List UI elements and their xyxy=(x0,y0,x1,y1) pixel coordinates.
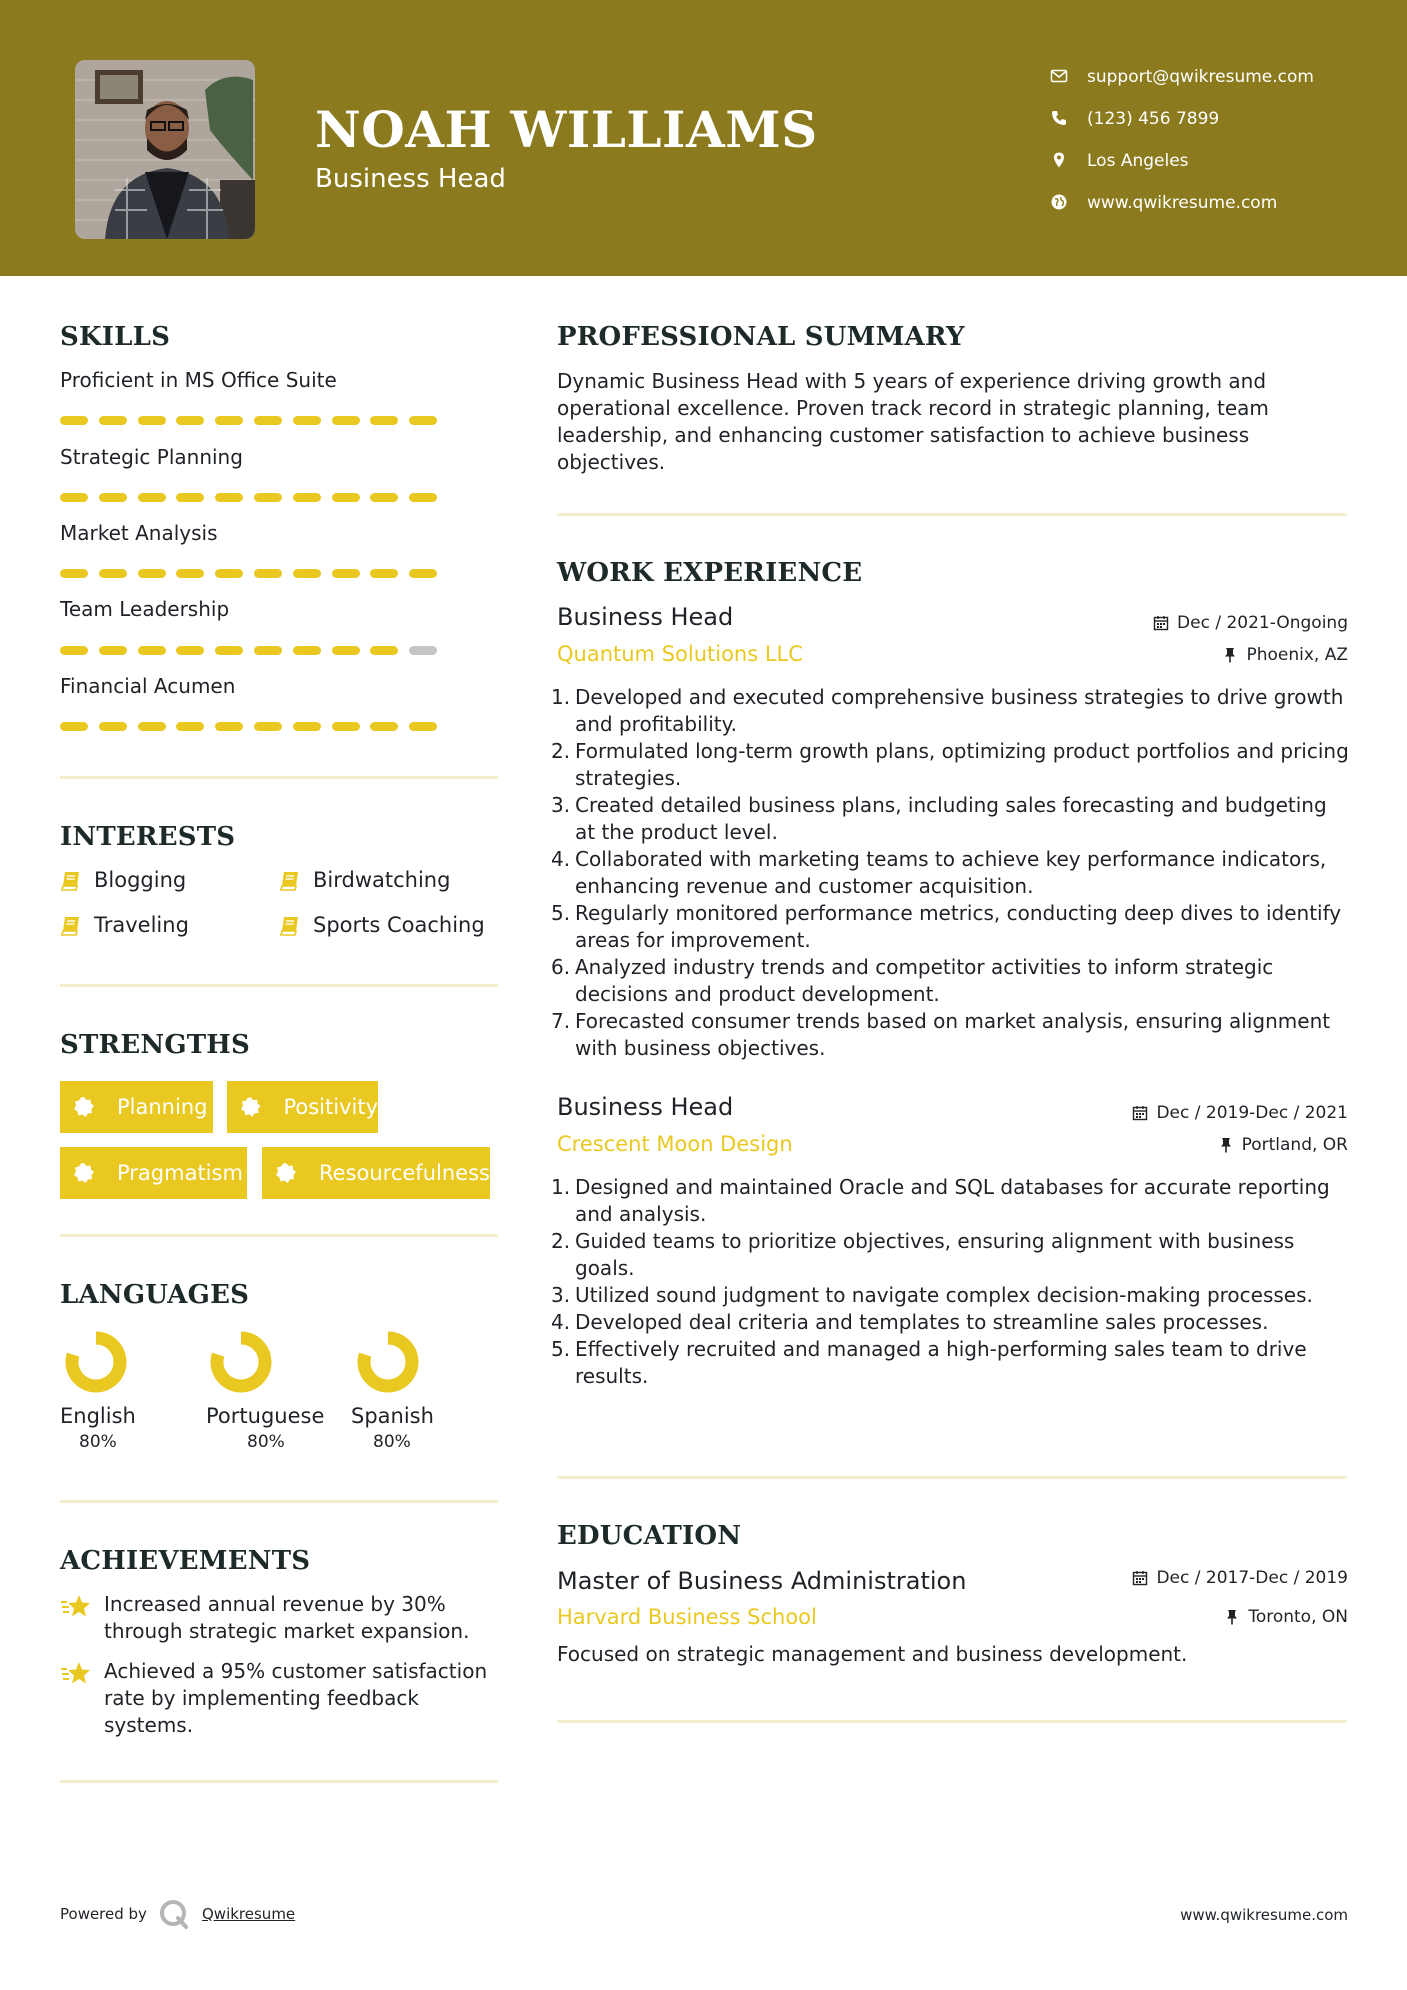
skill-dash xyxy=(138,722,166,731)
skill-dash xyxy=(370,722,398,731)
job-dates-text: Dec / 2019-Dec / 2021 xyxy=(1156,1103,1348,1123)
badge-icon xyxy=(73,1162,95,1184)
pushpin-icon xyxy=(1218,1137,1234,1153)
skill-dash xyxy=(60,493,88,502)
job-dates xyxy=(1132,1103,1348,1123)
language-percent: 80% xyxy=(79,1432,117,1452)
strength-tag xyxy=(60,1147,247,1199)
list-item: 2. Guided teams to prioritize objectives, ensuring alignment with business goals. xyxy=(551,1229,1295,1280)
profile-photo xyxy=(75,60,255,239)
skill-dash xyxy=(60,646,88,655)
interest-label: Blogging xyxy=(94,868,187,892)
skill-label: Proficient in MS Office Suite xyxy=(60,368,337,392)
achievement-item xyxy=(60,1591,500,1647)
contact-phone[interactable] xyxy=(1050,98,1390,140)
skill-dash xyxy=(215,722,243,731)
company-name: Quantum Solutions LLC xyxy=(557,642,803,666)
skill-dash xyxy=(332,493,360,502)
skill-dash xyxy=(254,416,282,425)
section-divider xyxy=(557,513,1347,516)
job-location xyxy=(1222,645,1348,665)
skill-bar xyxy=(60,569,440,578)
contact-email-text: support@qwikresume.com xyxy=(1087,67,1314,87)
language-name: Spanish xyxy=(351,1404,434,1428)
skill-dash xyxy=(409,646,437,655)
calendar-icon xyxy=(1153,615,1169,631)
interest-label: Traveling xyxy=(94,913,189,937)
strength-label: Planning xyxy=(117,1095,208,1119)
book-icon xyxy=(60,870,82,892)
badge-icon xyxy=(240,1096,261,1118)
list-item-text: Forecasted consumer trends based on market analysis, ensuring alignment with business objectives. xyxy=(575,1009,1331,1060)
skill-dash xyxy=(370,493,398,502)
skill-dash xyxy=(176,646,204,655)
education-heading: EDUCATION xyxy=(557,1521,742,1551)
skill-dash xyxy=(99,569,127,578)
skill-dash xyxy=(215,493,243,502)
list-item: 1. Developed and executed comprehensive business strategies to drive growth and profitability. xyxy=(551,685,1344,736)
skill-dash xyxy=(99,722,127,731)
achievements-heading: ACHIEVEMENTS xyxy=(60,1546,311,1576)
language-ring xyxy=(64,1330,128,1394)
skill-dash xyxy=(138,416,166,425)
skill-label: Team Leadership xyxy=(60,597,230,621)
skill-dash xyxy=(409,416,437,425)
interest-label: Birdwatching xyxy=(313,868,451,892)
skill-dash xyxy=(215,569,243,578)
strength-tag xyxy=(60,1081,213,1133)
badge-icon xyxy=(275,1162,297,1184)
achievement-text: Achieved a 95% customer satisfaction rate by implementing feedback systems. xyxy=(104,1659,488,1737)
strengths-heading: STRENGTHS xyxy=(60,1030,251,1060)
contact-website-text: www.qwikresume.com xyxy=(1087,193,1278,213)
job-location xyxy=(1218,1135,1348,1155)
list-item-text: Regularly monitored performance metrics, conducting deep dives to identify areas for improvement. xyxy=(575,901,1342,952)
company-name: Crescent Moon Design xyxy=(557,1132,793,1156)
skill-dash xyxy=(60,416,88,425)
skill-dash xyxy=(99,416,127,425)
list-item: 2. Formulated long-term growth plans, optimizing product portfolios and pricing strategies. xyxy=(551,739,1349,790)
calendar-icon xyxy=(1132,1105,1148,1121)
list-item: 4. Developed deal criteria and templates to streamline sales processes. xyxy=(551,1310,1269,1334)
book-icon xyxy=(279,870,301,892)
skill-dash xyxy=(254,646,282,655)
experience-heading: WORK EXPERIENCE xyxy=(557,558,863,588)
strength-tag xyxy=(227,1081,378,1133)
education-location-text: Toronto, ON xyxy=(1248,1607,1348,1627)
list-item: 6. Analyzed industry trends and competitor activities to inform strategic decisions and product development. xyxy=(551,955,1274,1006)
skill-bar xyxy=(60,646,440,655)
envelope-icon xyxy=(1050,67,1068,85)
skill-bar xyxy=(60,722,440,731)
skill-dash xyxy=(332,569,360,578)
strength-label: Resourcefulness xyxy=(319,1161,490,1185)
list-item-text: Guided teams to prioritize objectives, ensuring alignment with business goals. xyxy=(575,1229,1295,1280)
skill-dash xyxy=(254,722,282,731)
contact-location-text: Los Angeles xyxy=(1087,151,1189,171)
skill-dash xyxy=(215,646,243,655)
skill-dash xyxy=(409,722,437,731)
candidate-title: Business Head xyxy=(315,164,506,194)
job-location-text: Portland, OR xyxy=(1241,1135,1348,1155)
achievement-text: Increased annual revenue by 30% through strategic market expansion. xyxy=(104,1592,470,1643)
job-bullets xyxy=(551,1174,1351,1390)
skill-dash xyxy=(332,722,360,731)
skills-heading: SKILLS xyxy=(60,322,171,352)
strength-label: Pragmatism xyxy=(117,1161,243,1185)
job-location-text: Phoenix, AZ xyxy=(1246,645,1348,665)
list-item: 5. Regularly monitored performance metrics, conducting deep dives to identify areas for improvement. xyxy=(551,901,1342,952)
location-pin-icon xyxy=(1050,151,1068,169)
skill-dash xyxy=(370,569,398,578)
skill-dash xyxy=(370,646,398,655)
language-percent: 80% xyxy=(247,1432,285,1452)
section-divider xyxy=(60,1780,498,1783)
language-ring xyxy=(209,1330,273,1394)
job-dates xyxy=(1153,613,1348,633)
strength-label: Positivity xyxy=(283,1095,378,1119)
skill-dash xyxy=(60,569,88,578)
skill-label: Financial Acumen xyxy=(60,674,236,698)
section-divider xyxy=(60,1234,498,1237)
skill-dash xyxy=(370,416,398,425)
skill-dash xyxy=(293,722,321,731)
list-item: 3. Utilized sound judgment to navigate complex decision-making processes. xyxy=(551,1283,1313,1307)
language-name: English xyxy=(60,1404,136,1428)
badge-icon xyxy=(73,1096,95,1118)
book-icon xyxy=(279,915,301,937)
skill-dash xyxy=(409,493,437,502)
skill-dash xyxy=(332,646,360,655)
school-name: Harvard Business School xyxy=(557,1605,817,1629)
language-percent: 80% xyxy=(373,1432,411,1452)
skill-dash xyxy=(176,416,204,425)
skill-dash xyxy=(293,646,321,655)
contact-phone-text: (123) 456 7899 xyxy=(1087,109,1220,129)
contact-list xyxy=(1050,56,1390,224)
language-ring xyxy=(356,1330,420,1394)
book-icon xyxy=(60,915,82,937)
list-item-text: Developed deal criteria and templates to streamline sales processes. xyxy=(575,1310,1269,1334)
skill-dash xyxy=(409,569,437,578)
list-item-text: Created detailed business plans, including sales forecasting and budgeting at the product level. xyxy=(575,793,1327,844)
list-item: 1. Designed and maintained Oracle and SQL databases for accurate reporting and analysis. xyxy=(551,1175,1330,1226)
header-banner xyxy=(0,0,1407,276)
skill-label: Market Analysis xyxy=(60,521,218,545)
list-item-text: Formulated long-term growth plans, optimizing product portfolios and pricing strategies. xyxy=(575,739,1349,790)
list-item: 4. Collaborated with marketing teams to achieve key performance indicators, enhancing revenue and customer acquisition. xyxy=(551,847,1327,898)
star-icon xyxy=(60,1660,92,1686)
globe-icon xyxy=(1050,193,1068,211)
job-dates-text: Dec / 2021-Ongoing xyxy=(1177,613,1348,633)
skill-bar xyxy=(60,416,440,425)
job-title: Business Head xyxy=(557,603,734,631)
interests-heading: INTERESTS xyxy=(60,822,236,852)
contact-email[interactable] xyxy=(1050,56,1390,98)
skill-dash xyxy=(176,722,204,731)
interest-label: Sports Coaching xyxy=(313,913,485,937)
list-item-text: Analyzed industry trends and competitor activities to inform strategic decisions and product development. xyxy=(575,955,1274,1006)
list-item: 5. Effectively recruited and managed a high-performing sales team to drive results. xyxy=(551,1337,1307,1388)
section-divider xyxy=(557,1720,1347,1723)
list-item-text: Developed and executed comprehensive business strategies to drive growth and profitability. xyxy=(575,685,1344,736)
list-item: 3. Created detailed business plans, including sales forecasting and budgeting at the product level. xyxy=(551,793,1327,844)
skill-dash xyxy=(215,416,243,425)
skill-dash xyxy=(99,646,127,655)
powered-by-label: Powered by xyxy=(60,1905,147,1923)
skill-dash xyxy=(293,569,321,578)
skill-dash xyxy=(293,493,321,502)
list-item-text: Collaborated with marketing teams to achieve key performance indicators, enhancing revenue and customer acquisition. xyxy=(575,847,1327,898)
contact-location xyxy=(1050,140,1390,182)
list-item-text: Utilized sound judgment to navigate complex decision-making processes. xyxy=(575,1283,1313,1307)
summary-heading: PROFESSIONAL SUMMARY xyxy=(557,322,965,352)
list-item-text: Effectively recruited and managed a high-performing sales team to drive results. xyxy=(575,1337,1307,1388)
phone-icon xyxy=(1050,109,1068,127)
qwikresume-link[interactable]: Qwikresume xyxy=(202,1905,296,1923)
skill-dash xyxy=(99,493,127,502)
skill-dash xyxy=(254,569,282,578)
strength-tag xyxy=(262,1147,490,1199)
education-description: Focused on strategic management and business development. xyxy=(557,1642,1188,1666)
languages-heading: LANGUAGES xyxy=(60,1280,250,1310)
section-divider xyxy=(60,1500,498,1503)
skill-dash xyxy=(138,569,166,578)
candidate-name: NOAH WILLIAMS xyxy=(315,100,818,159)
footer-url[interactable]: www.qwikresume.com xyxy=(1180,1906,1348,1924)
skill-dash xyxy=(176,493,204,502)
list-item-text: Designed and maintained Oracle and SQL databases for accurate reporting and analysis. xyxy=(575,1175,1330,1226)
summary-text: Dynamic Business Head with 5 years of experience driving growth and operational excellence. Proven track record in strategic planning, team leadership, and enhancing customer satisfaction to achieve business objectives. xyxy=(557,369,1269,474)
skill-dash xyxy=(138,646,166,655)
skill-dash xyxy=(60,722,88,731)
section-divider xyxy=(557,1476,1347,1479)
qwikresume-logo-icon[interactable] xyxy=(158,1898,190,1930)
skill-dash xyxy=(254,493,282,502)
pushpin-icon xyxy=(1222,647,1238,663)
star-icon xyxy=(60,1593,92,1619)
skill-dash xyxy=(176,569,204,578)
skill-bar xyxy=(60,493,440,502)
education-location xyxy=(1224,1607,1348,1627)
skill-dash xyxy=(293,416,321,425)
skill-dash xyxy=(138,493,166,502)
skill-label: Strategic Planning xyxy=(60,445,243,469)
job-title: Business Head xyxy=(557,1093,734,1121)
language-name: Portuguese xyxy=(206,1404,325,1428)
section-divider xyxy=(60,776,498,779)
education-dates xyxy=(1132,1568,1348,1588)
contact-website[interactable] xyxy=(1050,182,1390,224)
calendar-icon xyxy=(1132,1570,1148,1586)
skill-dash xyxy=(332,416,360,425)
job-bullets xyxy=(551,684,1351,1062)
education-dates-text: Dec / 2017-Dec / 2019 xyxy=(1156,1568,1348,1588)
achievement-item xyxy=(60,1658,500,1742)
pushpin-icon xyxy=(1224,1609,1240,1625)
degree-title: Master of Business Administration xyxy=(557,1567,967,1595)
list-item: 7. Forecasted consumer trends based on market analysis, ensuring alignment with business objectives. xyxy=(551,1009,1331,1060)
section-divider xyxy=(60,984,498,987)
